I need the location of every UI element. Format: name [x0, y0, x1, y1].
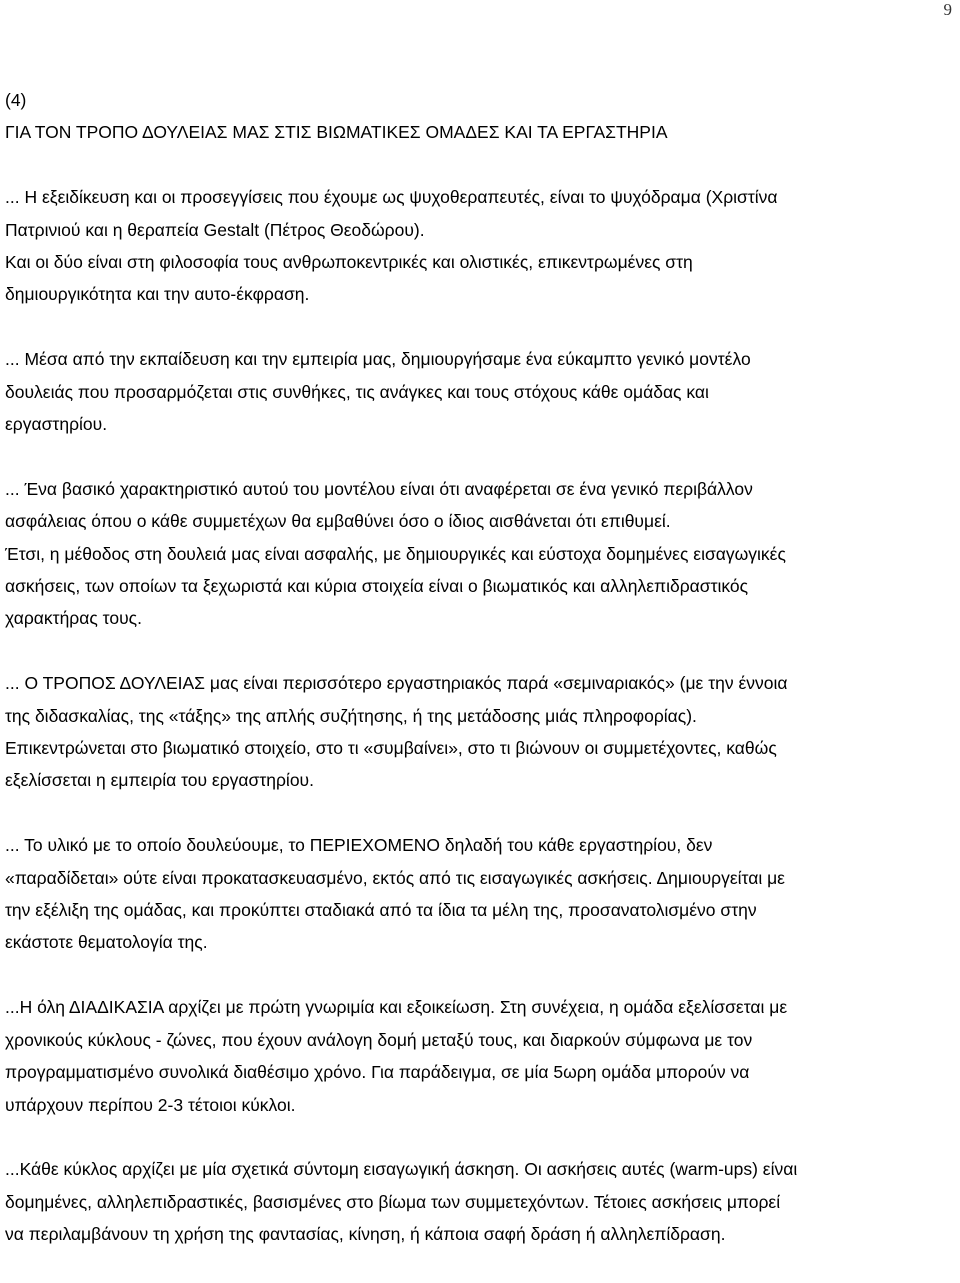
section-title: ΓΙΑ ΤΟΝ ΤΡΟΠΟ ΔΟΥΛΕΙΑΣ ΜΑΣ ΣΤΙΣ ΒΙΩΜΑΤΙΚΕΣ ΟΜΑΔΕΣ ΚΑΙ ΤΑ ΕΡΓΑΣΤΗΡΙΑ — [5, 122, 668, 143]
paragraph — [5, 991, 955, 1121]
section-number: (4) — [5, 90, 27, 110]
text-line: ... Το υλικό με το οποίο δουλεύουμε, το ΠΕΡΙΕΧΟΜΕΝΟ δηλαδή του κάθε εργαστηρίου, δεν — [5, 835, 713, 856]
text-line: εκάστοτε θεματολογία της. — [5, 932, 208, 953]
text-line: υπάρχουν περίπου 2-3 τέτοιοι κύκλοι. — [5, 1094, 296, 1115]
paragraph — [5, 667, 955, 797]
text-line: Επικεντρώνεται στο βιωματικό στοιχείο, στο τι «συμβαίνει», στο τι βιώνουν οι συμμετέχοντες, καθώς — [5, 738, 777, 759]
text-line: ...Η όλη ΔΙΑΔΙΚΑΣΙΑ αρχίζει με πρώτη γνωριμία και εξοικείωση. Στη συνέχεια, η ομάδα εξελίσσεται με — [5, 997, 788, 1018]
text-line: δημιουργικότητα και την αυτο-έκφραση. — [5, 284, 310, 305]
paragraph-list — [5, 181, 955, 1250]
paragraph — [5, 181, 955, 311]
paragraph — [5, 1153, 955, 1250]
page-number: 9 — [943, 0, 952, 19]
paragraph — [5, 343, 955, 440]
document-body — [5, 84, 955, 1283]
text-line: ασκήσεις, των οποίων τα ξεχωριστά και κύρια στοιχεία είναι ο βιωματικός και αλληλεπιδραστικός — [5, 576, 749, 597]
text-line: «παραδίδεται» ούτε είναι προκατασκευασμένο, εκτός από τις εισαγωγικές ασκήσεις. Δημιουργείται με — [5, 867, 785, 888]
text-line: Πατρινιού και η θεραπεία Gestalt (Πέτρος Θεοδώρου). — [5, 219, 425, 240]
text-line: προγραμματισμένο συνολικά διαθέσιμο χρόνο. Για παράδειγμα, σε μία 5ωρη ομάδα μπορούν να — [5, 1062, 750, 1083]
text-line: δουλειάς που προσαρμόζεται στις συνθήκες, τις ανάγκες και τους στόχους κάθε ομάδας και — [5, 381, 709, 402]
text-line: χρονικούς κύκλους - ζώνες, που έχουν ανάλογη δομή μεταξύ τους, και διαρκούν σύμφωνα με τον — [5, 1029, 753, 1050]
text-line: ασφάλειας όπου ο κάθε συμμετέχων θα εμβαθύνει όσο ο ίδιος αισθάνεται ότι επιθυμεί. — [5, 511, 671, 532]
text-line: δομημένες, αλληλεπιδραστικές, βασισμένες στο βίωμα των συμμετεχόντων. Τέτοιες ασκήσεις μπορεί — [5, 1191, 781, 1212]
text-line: της διδασκαλίας, της «τάξης» της απλής συζήτησης, ή της μετάδοσης μιάς πληροφορίας). — [5, 705, 697, 726]
text-line: να περιλαμβάνουν τη χρήση της φαντασίας, κίνηση, ή κάποια σαφή δράση ή αλληλεπίδραση. — [5, 1224, 726, 1245]
text-line: ...Κάθε κύκλος αρχίζει με μία σχετικά σύντομη εισαγωγική άσκηση. Οι ασκήσεις αυτές (warm-ups) είναι — [5, 1159, 798, 1180]
paragraph — [5, 829, 955, 959]
text-line: ... Ο ΤΡΟΠΟΣ ΔΟΥΛΕΙΑΣ μας είναι περισσότερο εργαστηριακός παρά «σεμιναριακός» (με την έννοια — [5, 673, 788, 694]
text-line: ... Μέσα από την εκπαίδευση και την εμπειρία μας, δημιουργήσαμε ένα εύκαμπτο γενικό μοντέλο — [5, 349, 751, 370]
text-line: Και οι δύο είναι στη φιλοσοφία τους ανθρωποκεντρικές και ολιστικές, επικεντρωμένες στη — [5, 252, 693, 273]
paragraph — [5, 473, 955, 635]
text-line: την εξέλιξη της ομάδας, και προκύπτει σταδιακά από τα ίδια τα μέλη της, προσανατολισμένο στην — [5, 900, 757, 921]
text-line: Έτσι, η μέθοδος στη δουλειά μας είναι ασφαλής, με δημιουργικές και εύστοχα δομημένες εισαγωγικές — [5, 543, 786, 564]
text-line: χαρακτήρας τους. — [5, 608, 142, 629]
text-line: εξελίσσεται η εμπειρία του εργαστηρίου. — [5, 770, 314, 791]
text-line: ... Ένα βασικό χαρακτηριστικό αυτού του μοντέλου είναι ότι αναφέρεται σε ένα γενικό περιβάλλον — [5, 478, 753, 499]
text-line: εργαστηρίου. — [5, 414, 108, 435]
text-line: ... Η εξειδίκευση και οι προσεγγίσεις που έχουμε ως ψυχοθεραπευτές, είναι το ψυχόδραμα (Χριστίνα — [5, 187, 778, 208]
spacer — [5, 149, 955, 181]
